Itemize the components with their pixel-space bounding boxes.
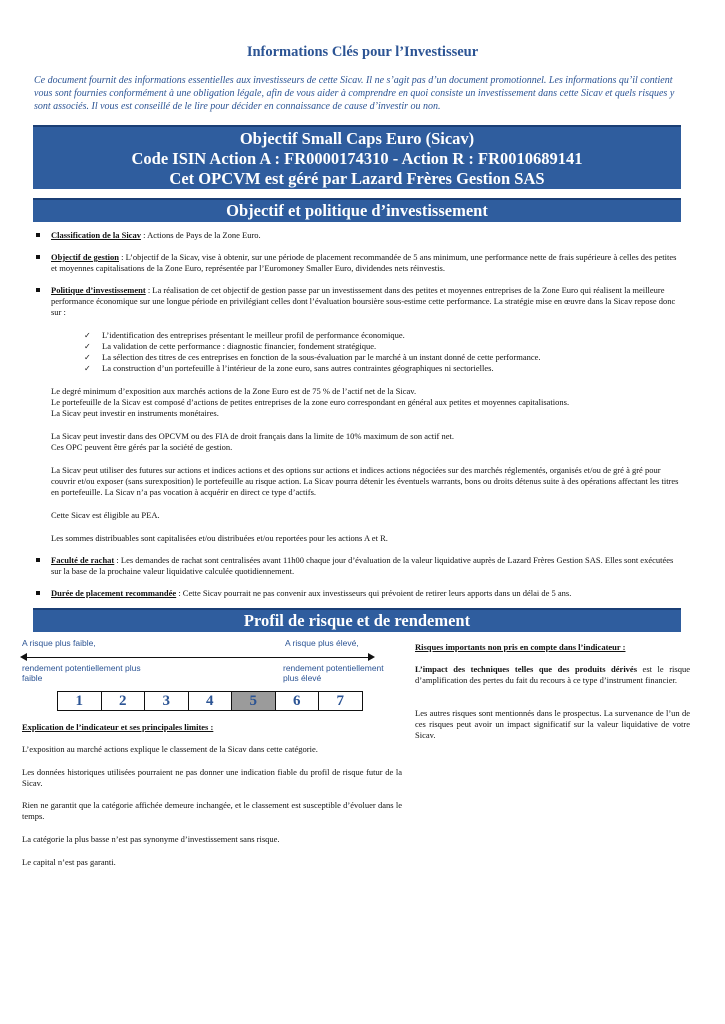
risk-level-5: 5: [231, 691, 276, 711]
left-paragraph: L’exposition au marché actions explique le classement de la Sicav dans cette catégorie.: [22, 744, 318, 754]
fund-isin: Code ISIN Action A : FR0000174310 - Action R : FR0010689141: [131, 149, 583, 168]
fund-title-banner: [33, 125, 681, 189]
checkmark-icon: ✓: [84, 353, 91, 362]
objectif-label: Objectif de gestion: [51, 252, 119, 262]
distribution-paragraph: Les sommes distribuables sont capitalisées et/ou distribuées et/ou reportées pour les actions A et R.: [51, 533, 388, 543]
risk-level-7: 7: [318, 691, 363, 711]
objectif-text: : L’objectif de la Sicav, vise à obtenir, sur une période de placement recommandée de 5 ans minimum, une performance nette de frais supérieure à celles des petites et moyennes capitalisations de la Zone Euro, représentée par l’Euromoney Smaller Euro, dividendes nets réinvestis.: [51, 252, 677, 273]
risk-level-2: 2: [101, 691, 146, 711]
high-return-label: rendement potentiellement plus élevé: [283, 663, 384, 683]
risk-arrow-line: [24, 657, 368, 658]
classification-label: Classification de la Sicav: [51, 230, 141, 240]
arrow-right-icon: [368, 653, 375, 661]
autres-risques-paragraph: Les autres risques sont mentionnés dans le prospectus. La survenance de l’un de ces risques peut avoir un impact significatif sur la valeur liquidative de votre Sicav.: [415, 708, 690, 740]
bullet-objectif: [36, 252, 682, 276]
portfolio-paragraph: Le portefeuille de la Sicav est composé d’actions de petites entreprises de la zone euro correspondant en général aux petites et moyennes capitalisations.: [51, 397, 570, 407]
intro-text: Ce document fournit des informations essentielles aux investisseurs de cette Sicav. Il ne s’agit pas d’un document promotionnel. Les informations qu’il contient vous sont fournies conformément à une obligation légale, afin de vous aider à comprendre en quoi consiste un investissement dans cette Sicav et quels risques y sont associés. Il vous est conseillé de le lire pour décider en connaissance de cause d’investir ou non.: [34, 75, 675, 112]
fund-name: Objectif Small Caps Euro (Sicav): [239, 129, 475, 148]
document-title: Informations Clés pour l’Investisseur: [246, 44, 479, 60]
impact-paragraph: [415, 664, 690, 686]
bullet-duree: [36, 588, 682, 600]
left-paragraph: Les données historiques utilisées pourraient ne pas donner une indication fiable du profil de risque futur de la Sicav.: [22, 767, 402, 788]
bullet-politique: [36, 285, 682, 321]
derivatives-paragraph: La Sicav peut utiliser des futures sur actions et indices actions et des options sur actions et indices actions négociées sur des marchés réglementés, organisés et/ou de gré à gré pour couvrir et/ou exposer (sans surexposition) le portefeuille au risque action. La Sicav pourra détenir les éventuels warrants, bons ou droits détenus suite à des opérations affectant les titres en portefeuille. La Sicav n’a pas vocation à acquérir en direct ce type d’actifs.: [51, 465, 679, 497]
risk-level-4: 4: [188, 691, 233, 711]
section-objectif-header: Objectif et politique d’investissement: [33, 198, 681, 222]
section-risk-header: Profil de risque et de rendement: [33, 608, 681, 632]
impact-text: est le risque d’amplification des pertes du fait du recours à ce type d’instrument financier.: [415, 664, 690, 685]
risques-title: Risques importants non pris en compte dans l’indicateur :: [415, 642, 626, 652]
low-return-label: rendement potentiellement plus faible: [22, 663, 141, 683]
opcvm-paragraph: La Sicav peut investir dans des OPCVM ou des FIA de droit français dans la limite de 10% maximum de son actif net.: [51, 431, 454, 441]
duree-text: : Cette Sicav pourrait ne pas convenir aux investisseurs qui prévoient de retirer leurs apports dans un délai de 5 ans.: [176, 588, 572, 598]
checkmark-icon: ✓: [84, 364, 91, 373]
bullet-classification: [36, 230, 682, 242]
opc-paragraph: Ces OPC peuvent être gérés par la société de gestion.: [51, 442, 233, 452]
left-paragraph: Rien ne garantit que la catégorie affichée demeure inchangée, et le classement est susceptible d’évoluer dans le temps.: [22, 800, 402, 821]
fund-manager: Cet OPCVM est géré par Lazard Frères Gestion SAS: [169, 169, 545, 188]
politique-label: Politique d’investissement: [51, 285, 146, 295]
bullet-square-icon: [36, 233, 40, 237]
high-risk-label: A risque plus élevé,: [285, 638, 359, 648]
pea-paragraph: Cette Sicav est éligible au PEA.: [51, 510, 160, 520]
risk-level-6: 6: [275, 691, 320, 711]
checkmark-icon: ✓: [84, 331, 91, 340]
monetary-paragraph: La Sicav peut investir en instruments monétaires.: [51, 408, 219, 418]
impact-bold: L’impact des techniques telles que des produits dérivés: [415, 664, 638, 674]
bullet-square-icon: [36, 255, 40, 259]
politique-text: : La réalisation de cet objectif de gestion passe par un investissement dans des petites et moyennes entreprises de la Zone Euro qui réalisent la meilleure performance économique sur une longue période en privilégiant celles dont l’évaluation boursière sous-estime cette performance. La stratégie mise en œuvre dans la Sicav repose donc sur :: [51, 285, 676, 317]
bullet-rachat: [36, 555, 682, 579]
rachat-label: Faculté de rachat: [51, 555, 115, 565]
risk-level-1: 1: [57, 691, 102, 711]
bullet-square-icon: [36, 288, 40, 292]
classification-text: : Actions de Pays de la Zone Euro.: [140, 230, 261, 240]
duree-label: Durée de placement recommandée: [51, 588, 177, 598]
left-paragraph: Le capital n’est pas garanti.: [22, 857, 116, 867]
risk-level-3: 3: [144, 691, 189, 711]
document-page: Informations Clés pour l’Investisseur Ce document fournit des informations essentielles aux investisseurs de cette Sicav. Il ne s’agit pas d’un document promotionnel. Les informations qu’il contient vous sont fournies conformément à une obligation légale, afin de vous aider à comprendre en quoi consiste un investissement dans cette Sicav et quels risques y sont associés. Il vous est conseillé de le lire pour décider en connaissance de cause d’investir ou non. Objectif Small Caps Euro (Sicav) Code ISIN Action A : FR0000174310 - Action R : FR0010689141 Cet OPCVM est géré par Lazard Frères Gestion SAS Objectif et politique d’investissement Classification de la Sicav : Actions de Pays de la Zone Euro. Objectif de gestion : L’objectif de la Sicav, vise à obtenir, sur une période de placement recommandée de 5 ans minimum, une performance nette de frais supérieure à celles des petites et moyennes capitalisations de la Zone Euro, représentée par l’Euromoney Smaller Euro, dividendes nets réinvestis. Politique d’investissement : La réalisation de cet objectif de gestion passe par un investissement dans des petites et moyennes entreprises de la Zone Euro qui réalisent la meilleure performance économique sur une longue période en privilégiant celles dont l’évaluation boursière sous-estime cette performance. La stratégie mise en œuvre dans la Sicav repose donc sur : ✓ L’identification des entreprises présentant le meilleur profil de performance économique. ✓ La validation de cette performance : diagnostic financier, fondement stratégique. ✓ La sélection des titres de ces entreprises en fonction de la sous-évaluation par le marché à un instant donné de cette performance. ✓ La construction d’un portefeuille à l’intérieur de la zone euro, sans autres contraintes géographiques ni sectorielles. Le degré minimum d’exposition aux marchés actions de la Zone Euro est de 75 % de l’actif net de la Sicav. Le portefeuille de la Sicav est composé d’actions de petites entreprises de la zone euro correspondant en général aux petites et moyennes capitalisations. La Sicav peut investir en instruments monétaires. La Sicav peut investir dans des OPCVM ou des FIA de droit français dans la limite de 10% maximum de son actif net. Ces OPC peuvent être gérés par la société de gestion. La Sicav peut utiliser des futures sur actions et indices actions et des options sur actions et indices actions négociées sur des marchés réglementés, organisés et/ou de gré à gré pour couvrir et/ou exposer (sans surexposition) le portefeuille au risque action. La Sicav pourra détenir les éventuels warrants, bons ou droits détenus suite à des opérations affectant les titres en portefeuille. La Sicav n’a pas vocation à acquérir en direct ce type d’actifs. Cette Sicav est éligible au PEA. Les sommes distribuables sont capitalisées et/ou distribuées et/ou reportées pour les actions A et R. Faculté de rachat : Les demandes de rachat sont centralisées avant 11h00 chaque jour d’évaluation de la valeur liquidative auprès de Lazard Frères Gestion SAS. Elles sont exécutées sur la base de la prochaine valeur liquidative calculée quotidiennement. Durée de placement recommandée : Cette Sicav pourrait ne pas convenir aux investisseurs qui prévoient de retirer leurs apports dans un délai de 5 ans. Profil de risque et de rendement A risque plus faible, A risque plus élevé, rendement potentiellement plus faible rendement potentiellement plus élevé 1 2 3 4 5 6 7 Explication de l’indicateur et ses principales limites : L’exposition au marché actions explique le classement de la Sicav dans cette catégorie. Les données historiques utilisées pourraient ne pas donner une indication fiable du profil de risque futur de la Sicav. Rien ne garantit que la catégorie affichée demeure inchangée, et le classement est susceptible d’évoluer dans le temps. La catégorie la plus basse n’est pas synonyme d’investissement sans risque. Le capital n’est pas garanti. Risques importants non pris en compte dans l’indicateur : L’impact des techniques telles que des produits dérivés est le risque d’amplification des pertes du fait du recours à ce type d’instrument financier. Les autres risques sont mentionnés dans le prospectus. La survenance de l’un de ces risques peut avoir un impact significatif sur la valeur liquidative de votre Sicav.: [0, 0, 725, 1024]
bullet-square-icon: [36, 591, 40, 595]
risk-scale: [58, 691, 363, 711]
exposure-paragraph: Le degré minimum d’exposition aux marchés actions de la Zone Euro est de 75 % de l’actif net de la Sicav.: [51, 386, 417, 396]
explication-title: Explication de l’indicateur et ses principales limites :: [22, 722, 214, 732]
low-risk-label: A risque plus faible,: [22, 638, 96, 648]
left-paragraph: La catégorie la plus basse n’est pas synonyme d’investissement sans risque.: [22, 834, 280, 844]
checkmark-icon: ✓: [84, 342, 91, 351]
bullet-square-icon: [36, 558, 40, 562]
rachat-text: : Les demandes de rachat sont centralisées avant 11h00 chaque jour d’évaluation de la valeur liquidative auprès de Lazard Frères Gestion SAS. Elles sont exécutées sur la base de la prochaine valeur liquidative calculée quotidiennement.: [51, 555, 674, 576]
